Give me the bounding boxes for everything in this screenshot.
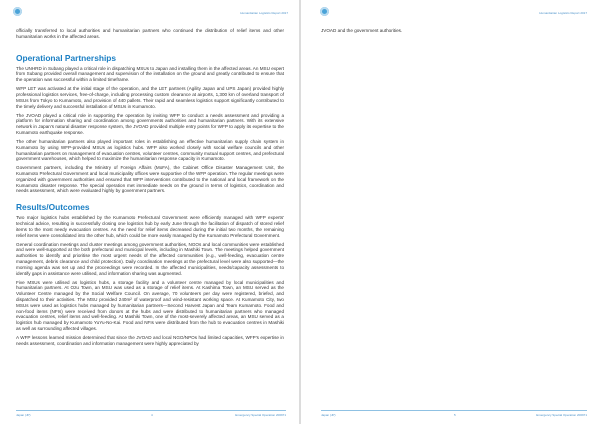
section-heading-operational-partnerships: Operational Partnerships (16, 52, 117, 63)
section-heading-results-outcomes: Results/Outcomes (16, 202, 90, 213)
page-header: Humanitarian Logistics Report 2017 (539, 11, 587, 15)
paragraph: WFP LET was activated at the initial stage of the operation, and the LET partners (Agility Japan and UPS Japan) provided highly professional logistics services, free-of-charge, including processing custom clearance at airports, 1,300 km of overland transport of MSUs from Tokyo to Kumamoto, and provision of 440 pallets. Their rapid and seamless logistics support significantly contributed to the timely delivery and successful installation of MSUs in Kumamoto. (16, 86, 284, 109)
page-footer (321, 410, 587, 417)
page-number: 5 (454, 413, 456, 417)
page-number: 4 (151, 413, 153, 417)
paragraph: A WFP lessons learned mission determined that since the JVOAD and local NGO/NPOs had limited capacities, WFP's expertise in needs assessment, coordination and information management were highly appreciated by (16, 334, 284, 346)
paragraph: JVOAD and the government authorities. (321, 28, 403, 33)
page-header: Humanitarian Logistics Report 2017 (240, 11, 288, 15)
page-footer (16, 410, 286, 417)
footer-left: Japan (JP) (16, 413, 31, 417)
footer-right: Emergency Special Operation 200971 (536, 413, 587, 417)
wfp-logo-icon (13, 7, 22, 16)
footer-left: Japan (JP) (321, 413, 336, 417)
intro-paragraph: officially transferred to local authorities and humanitarian partners who continued the distribution of relief items and other humanitarian works in the affected areas. (16, 28, 284, 39)
paragraph: Five MSUs were utilised as logistics hubs, a storage facility and a volunteer centre managed by local municipalities and humanitarian partners. At Ozu Town, an MSU was used as a storage of relief items. At Kashima Town, an MSU served as the Volunteer Centre managed by the Social Welfare Council. On average, 70 volunteers per day were registered, briefed, and dispatched to their activities. The MSU provided 240m² of waterproof and wind-resistant working space. At Kumamoto City, two MSUs were used as logistics hubs managed by humanitarian partners—Second Harvest Japan and Team Kumamoto. Food and non-food items (NFIs) were received from donors at the hubs and were distributed to humanitarian partners who managed evacuation centres, relief items and well-feeding. At Mashiki Town, one of the most-severely affected areas, an MSU served as a logistics hub managed by Kumamoto YuYu-No-Kai. Food and NFIs were distributed from the hub to evacuation centres in Mashiki as well as surrounding affected villages. (16, 279, 284, 331)
footer-right: Emergency Special Operation 200971 (235, 413, 286, 417)
paragraph: The JVOAD played a critical role in supporting the operation by inviting WFP to conduct a needs assessment and providing a platform for information sharing and coordination among governments authorities and humanitarian partners. With its extensive network in Japan's natural disaster response system, the JVOAD provided multiple entry points for WFP to apply its expertise to the Kumamoto earthquake response. (16, 112, 284, 135)
wfp-logo-icon (320, 7, 329, 16)
paragraph: General coordination meetings and cluster meetings among government authorities, NGOs and local communities were established and were well-supported at the both prefectural and municipal levels, including in Mashiki Town. The meetings helped government authorities to identify and prioritise the most urgent needs of the affected communities (e.g., well-feeding, evacuation centre management, debris clearance and child protection). Daily coordination meetings at the prefectural level were also supported—the morning agenda was set up and the proceedings were recorded. In the affected municipalities, needs/capacity assessments to identify gaps in assistance were utilised, and information sharing was augmented. (16, 241, 284, 276)
paragraph: The UNHRD in Subang played a critical role in dispatching MSUs to Japan and installing them in the affected areas. An MSU expert from Subang provided overall management and supervision of the installation on the ground and greatly contributed to ensure that the operation was successful within a limited timeframe. (16, 65, 284, 83)
paragraph: The other humanitarian partners also played important roles in establishing an effective humanitarian supply chain system in Kumamoto by using WFP-provided MSUs as logistics hubs. WFP also worked closely with social welfare councils and other humanitarian partners on management of evacuation centres, volunteer centres, community mutual support centres, and prefectural government warehouses, which helped to maximize the humanitarian response capacity in Kumamoto. (16, 138, 284, 162)
page-body (16, 28, 284, 350)
paragraph: Government partners, including the Ministry of Foreign Affairs (MoFA), the Cabinet Office Disaster Management Unit, the Kumamoto Prefectural Government and local municipality offices were supportive of the WFP operation. The regular meetings were organized with government authorities and ensured that WFP interventions contributed to the national and local framework on the Kumamoto disaster response. The special operation met immediate needs on the ground in terms of logistics, coordination and needs assessment, which were evaluated highly by government partners. (16, 165, 284, 194)
right-page (301, 0, 600, 424)
left-page (0, 0, 299, 424)
paragraph: Two major logistics hubs established by the Kumamoto Prefectural Government were efficiently managed with WFP experts' technical advice, resulting in successfully closing one logistics hub by early June through the facilitation of dispatch of stored relief items to the most needy evacuation centres. As the need for relief items decreased during the initial two months, the remaining relief items were consolidated into the other hub, which could be more easily managed by the Kumamoto Prefectural Government. (16, 215, 284, 238)
page-body (321, 28, 583, 37)
